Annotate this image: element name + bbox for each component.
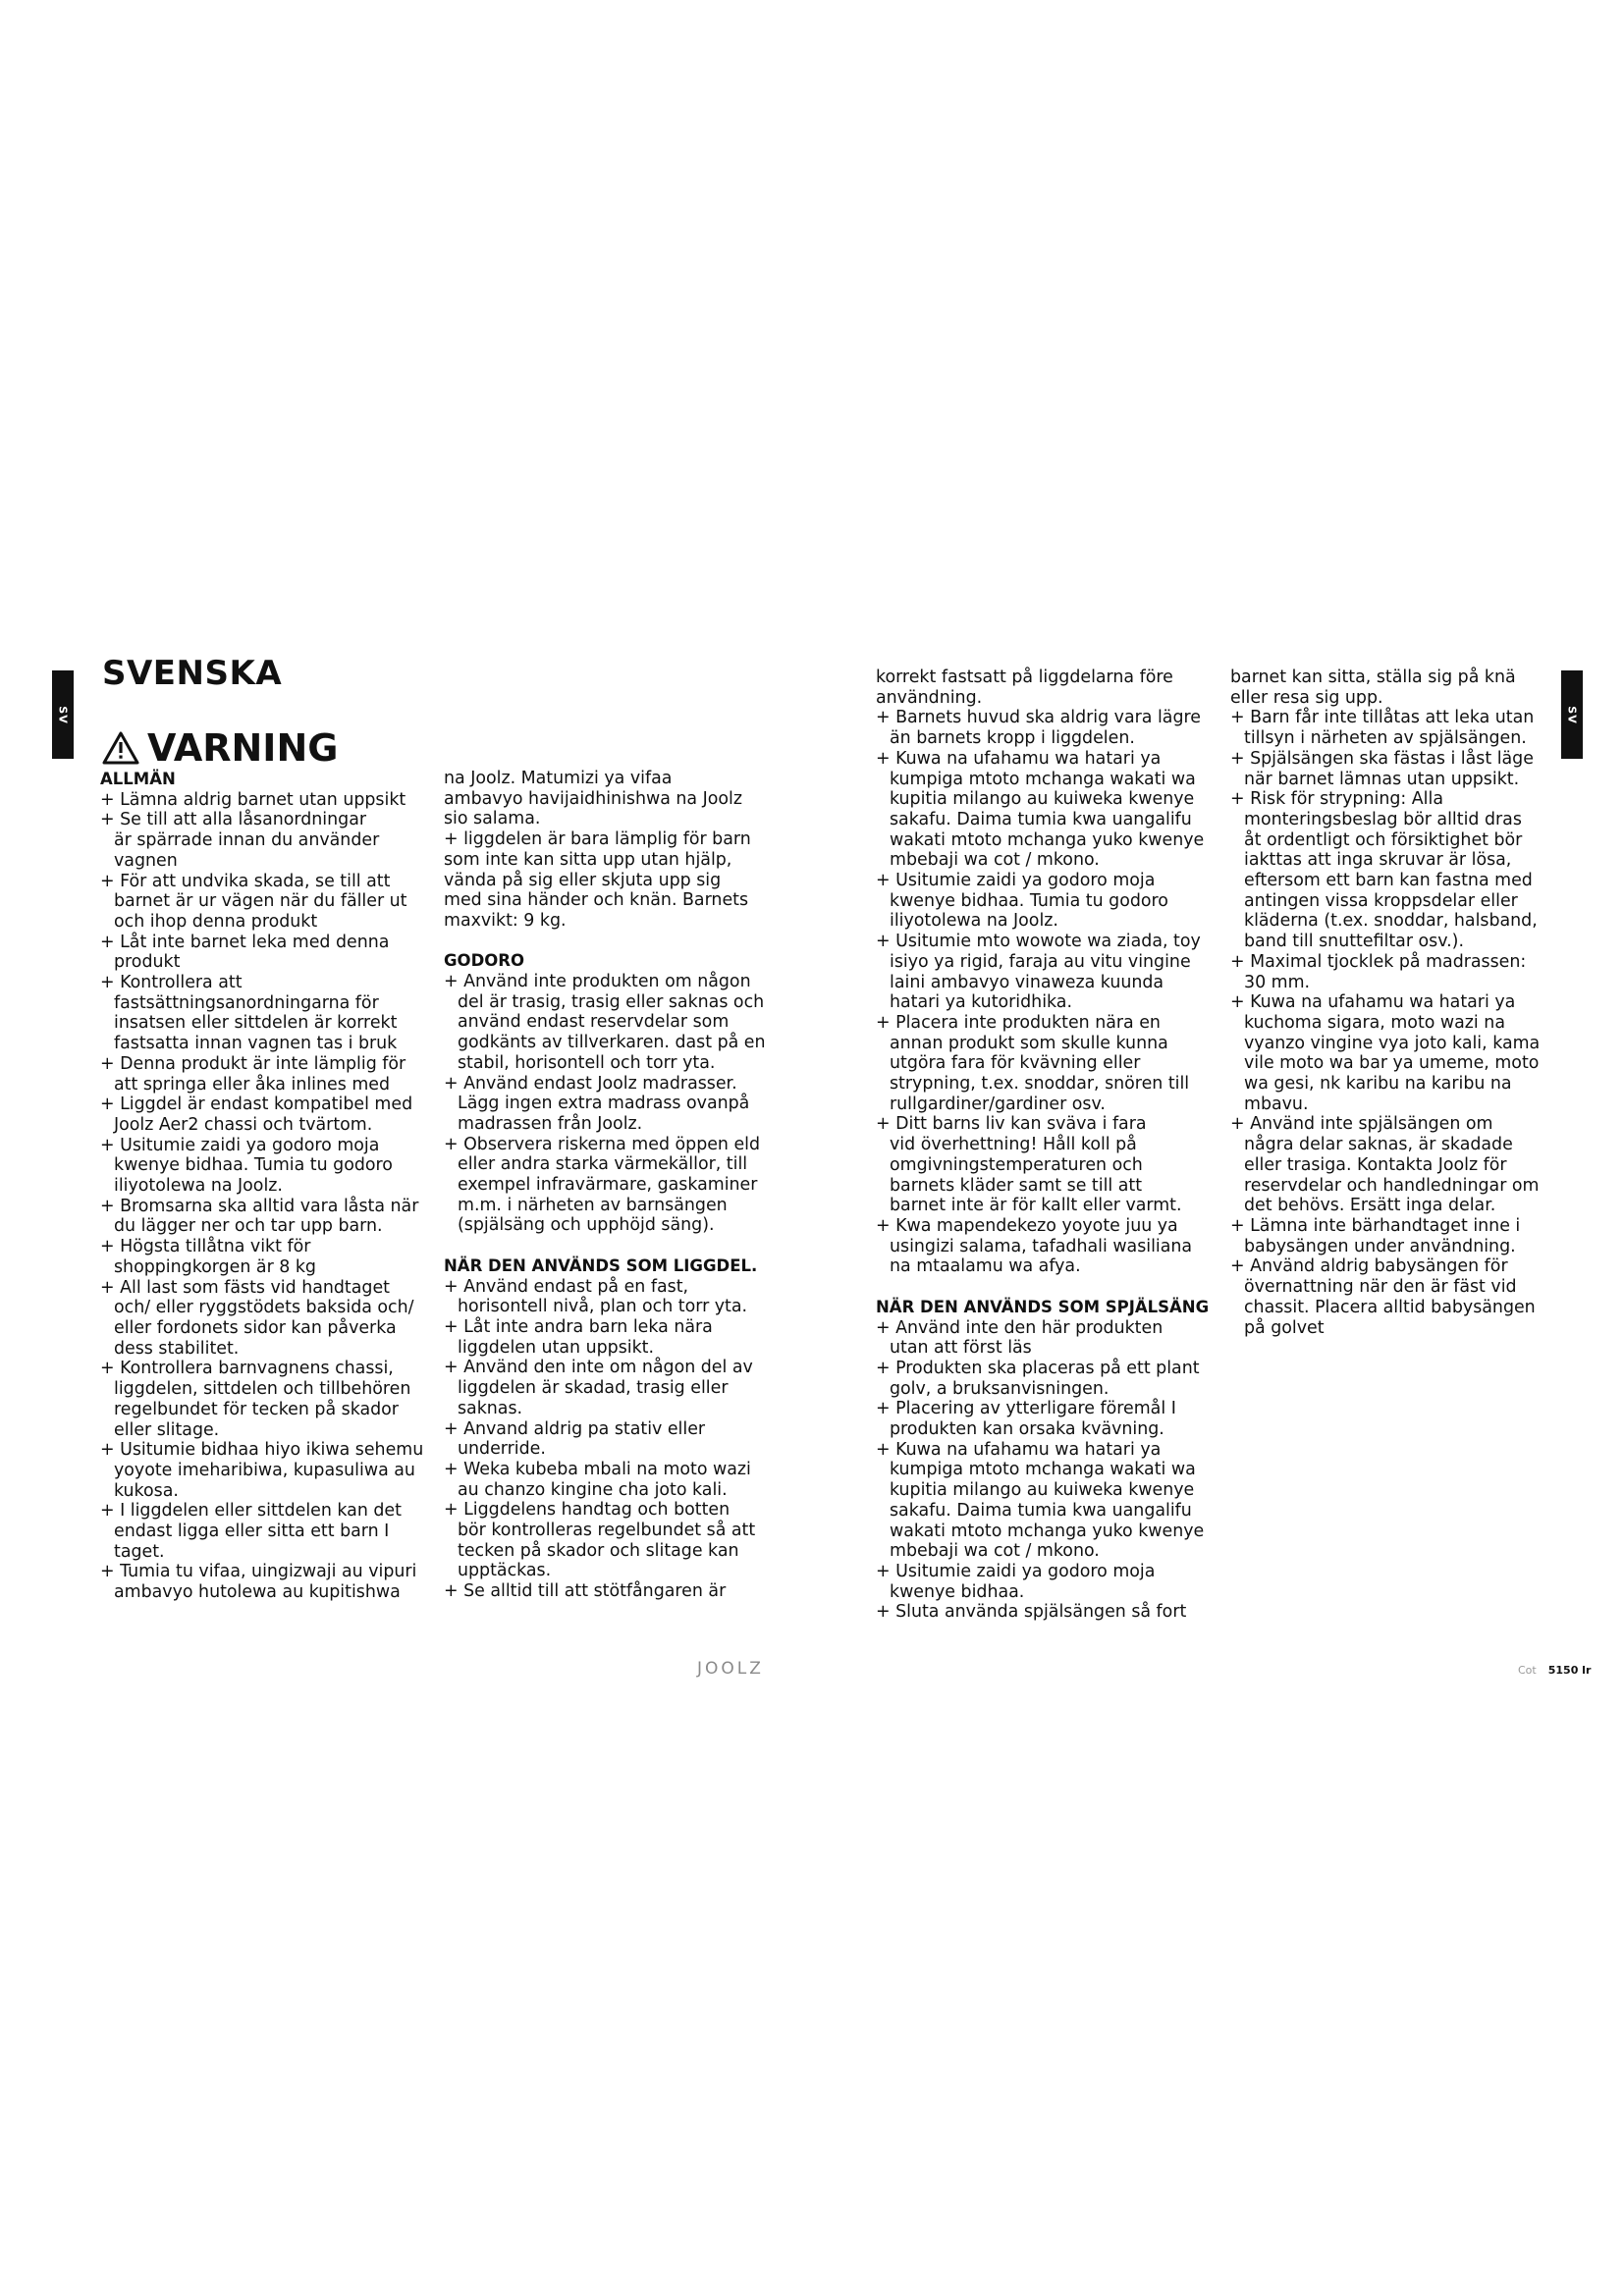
- text-line-continuation: 30 mm.: [1244, 972, 1311, 992]
- text-line: + För att undvika skada, se till att: [100, 871, 391, 891]
- text-line-continuation: kläderna (t.ex. snoddar, halsband,: [1244, 911, 1538, 932]
- text-column-4: [1230, 667, 1540, 1338]
- text-line-continuation: dess stabilitet.: [114, 1338, 240, 1359]
- text-line-continuation: na mtaalamu wa afya.: [890, 1256, 1081, 1277]
- section-heading: GODORO: [444, 951, 525, 971]
- text-line: + Kuwa na ufahamu wa hatari ya: [1230, 992, 1516, 1013]
- text-line-continuation: m.m. i närheten av barnsängen: [458, 1195, 728, 1215]
- text-line-continuation: kukosa.: [114, 1480, 179, 1501]
- text-line: na Joolz. Matumizi ya vifaa: [444, 769, 673, 788]
- language-tab-label: SV: [56, 705, 70, 724]
- text-line-continuation: eller trasiga. Kontakta Joolz för: [1244, 1154, 1507, 1175]
- text-line-continuation: del är trasig, trasig eller saknas och: [458, 991, 765, 1012]
- text-line-continuation: vid överhettning! Håll koll på: [890, 1135, 1137, 1155]
- text-line: + Denna produkt är inte lämplig för: [100, 1053, 406, 1074]
- text-line: + Kuwa na ufahamu wa hatari ya: [876, 748, 1162, 769]
- text-line-continuation: liggdelen, sittdelen och tillbehören: [114, 1379, 411, 1400]
- text-line: + Anvand aldrig pa stativ eller: [444, 1418, 706, 1439]
- text-line: + Använd inte spjälsängen om: [1230, 1114, 1493, 1135]
- text-line: + Bromsarna ska alltid vara låsta när: [100, 1196, 419, 1216]
- text-line-continuation: au chanzo kingine cha joto kali.: [458, 1479, 728, 1500]
- text-line-continuation: Lägg ingen extra madrass ovanpå: [458, 1094, 750, 1114]
- text-line-continuation: (spjälsäng och upphöjd säng).: [458, 1215, 715, 1236]
- text-line: + Barnets huvud ska aldrig vara lägre: [876, 708, 1201, 728]
- text-line-continuation: antingen vissa kroppsdelar eller: [1244, 890, 1518, 911]
- text-column-2: [444, 769, 766, 1602]
- spacer: [444, 1236, 766, 1256]
- section-heading: NÄR DEN ANVÄNDS SOM SPJÄLSÄNG: [876, 1297, 1210, 1316]
- text-line: + I liggdelen eller sittdelen kan det: [100, 1501, 402, 1522]
- text-line-continuation: reservdelar och handledningar om: [1244, 1175, 1540, 1196]
- text-line-continuation: usingizi salama, tafadhali wasiliana: [890, 1236, 1193, 1256]
- text-line-continuation: åt ordentligt och försiktighet bör: [1244, 829, 1523, 850]
- text-line: användning.: [876, 687, 983, 708]
- text-line: + Produkten ska placeras på ett plant: [876, 1358, 1200, 1378]
- text-line-continuation: rullgardiner/gardiner osv.: [890, 1094, 1106, 1114]
- text-line: + Spjälsängen ska fästas i låst läge: [1230, 748, 1534, 769]
- spacer: [876, 1277, 1209, 1298]
- text-line-continuation: kumpiga mtoto mchanga wakati wa: [890, 1460, 1196, 1480]
- text-line-continuation: du lägger ner och tar upp barn.: [114, 1216, 383, 1237]
- text-line-continuation: eller slitage.: [114, 1419, 220, 1440]
- text-line-continuation: babysängen under användning.: [1244, 1236, 1516, 1256]
- text-line: + Sluta använda spjälsängen så fort: [876, 1602, 1187, 1623]
- language-tab-left: [52, 670, 74, 759]
- page-title: SVENSKA: [102, 654, 283, 693]
- warning-heading: [102, 726, 338, 770]
- text-line: + Högsta tillåtna vikt för: [100, 1237, 311, 1257]
- text-line: + Placera inte produkten nära en: [876, 1012, 1161, 1033]
- text-line-continuation: att springa eller åka inlines med: [114, 1074, 391, 1095]
- text-line: + Se alltid till att stötfångaren är: [444, 1581, 727, 1602]
- text-line-continuation: laini ambavyo vinaweza kuunda: [890, 972, 1164, 992]
- text-line-continuation: produkt: [114, 952, 181, 973]
- text-line-continuation: utan att först läs: [890, 1338, 1032, 1359]
- text-line-continuation: endast ligga eller sitta ett barn I: [114, 1522, 390, 1542]
- text-line-continuation: eller fordonets sidor kan påverka: [114, 1317, 397, 1338]
- text-line-continuation: barnet inte är för kallt eller varmt.: [890, 1196, 1182, 1216]
- section-heading: ALLMÄN: [100, 770, 176, 788]
- text-line: + Weka kubeba mbali na moto wazi: [444, 1459, 751, 1479]
- text-line-continuation: liggdelen är skadad, trasig eller: [458, 1378, 729, 1399]
- text-line-continuation: taget.: [114, 1541, 165, 1562]
- text-line-continuation: vile moto wa bar ya umeme, moto: [1244, 1053, 1540, 1074]
- text-line-continuation: och ihop denna produkt: [114, 911, 318, 932]
- text-line-continuation: hatari ya kutoridhika.: [890, 992, 1072, 1013]
- text-line-continuation: och/ eller ryggstödets baksida och/: [114, 1298, 414, 1318]
- text-line-continuation: stabil, horisontell och torr yta.: [458, 1052, 716, 1073]
- text-line-continuation: liggdelen utan uppsikt.: [458, 1337, 655, 1358]
- text-line-continuation: kwenye bidhaa.: [890, 1581, 1025, 1602]
- text-line-continuation: övernattning när den är fäst vid: [1244, 1277, 1517, 1298]
- text-line: + Använd inte den här produkten: [876, 1317, 1164, 1338]
- text-line-continuation: kupitia milango au kuiweka kwenye: [890, 1480, 1195, 1501]
- text-line-continuation: iakttas att inga skruvar är lösa,: [1244, 850, 1512, 871]
- text-line: som inte kan sitta upp utan hjälp,: [444, 849, 732, 870]
- footer-product-name: Cot: [1518, 1664, 1537, 1677]
- text-line-continuation: utgöra fara för kvävning eller: [890, 1053, 1141, 1074]
- text-line: + Använd aldrig babysängen för: [1230, 1256, 1508, 1277]
- text-line: sio salama.: [444, 809, 541, 829]
- footer-meta: [1518, 1664, 1591, 1677]
- text-line: eller resa sig upp.: [1230, 687, 1383, 708]
- text-line-continuation: shoppingkorgen är 8 kg: [114, 1256, 316, 1277]
- text-line-continuation: ambavyo hutolewa au kupitishwa: [114, 1582, 401, 1603]
- text-line-continuation: upptäckas.: [458, 1561, 552, 1581]
- text-line-continuation: på golvet: [1244, 1317, 1325, 1338]
- text-line-continuation: produkten kan orsaka kvävning.: [890, 1419, 1164, 1440]
- text-line-continuation: kuchoma sigara, moto wazi na: [1244, 1012, 1505, 1033]
- text-line-continuation: än barnets kropp i liggdelen.: [890, 728, 1135, 749]
- text-line-continuation: vagnen: [114, 850, 178, 871]
- text-line: vända på sig eller skjuta upp sig: [444, 870, 722, 890]
- text-line: + Kuwa na ufahamu wa hatari ya: [876, 1439, 1162, 1460]
- text-line: + Maximal tjocklek på madrassen:: [1230, 951, 1527, 972]
- text-line: + Observera riskerna med öppen eld: [444, 1134, 761, 1154]
- text-line-continuation: kwenye bidhaa. Tumia tu godoro: [890, 890, 1168, 911]
- text-line-continuation: insatsen eller sittdelen är korrekt: [114, 1013, 398, 1034]
- text-line-continuation: några delar saknas, är skadade: [1244, 1135, 1513, 1155]
- text-line-continuation: underride.: [458, 1439, 546, 1460]
- text-line-continuation: mbebaji wa cot / mkono.: [890, 1541, 1100, 1562]
- text-line: + Usitumie zaidi ya godoro moja: [876, 1561, 1156, 1581]
- text-line: maxvikt: 9 kg.: [444, 910, 567, 931]
- text-line-continuation: saknas.: [458, 1398, 523, 1418]
- text-line-continuation: mbavu.: [1244, 1094, 1309, 1114]
- text-column-3: [876, 667, 1209, 1623]
- spacer: [444, 932, 766, 952]
- text-line: + Liggdel är endast kompatibel med: [100, 1095, 413, 1115]
- text-line-continuation: horisontell nivå, plan och torr yta.: [458, 1297, 748, 1317]
- text-line-continuation: wakati mtoto mchanga yuko kwenye: [890, 1521, 1205, 1541]
- text-line: + Låt inte andra barn leka nära: [444, 1316, 713, 1337]
- text-line: korrekt fastsatt på liggdelarna före: [876, 667, 1173, 687]
- warning-title: VARNING: [147, 726, 339, 770]
- warning-triangle-icon: [102, 731, 139, 765]
- text-line: + Kontrollera barnvagnens chassi,: [100, 1359, 394, 1379]
- text-line-continuation: det behövs. Ersätt inga delar.: [1244, 1196, 1496, 1216]
- text-line-continuation: iliyotolewa na Joolz.: [890, 911, 1058, 932]
- text-line-continuation: eftersom ett barn kan fastna med: [1244, 871, 1533, 891]
- text-line-continuation: wakati mtoto mchanga yuko kwenye: [890, 829, 1205, 850]
- text-line-continuation: tecken på skador och slitage kan: [458, 1540, 739, 1561]
- text-line: + Använd den inte om någon del av: [444, 1358, 753, 1378]
- text-line: + Låt inte barnet leka med denna: [100, 932, 390, 952]
- footer-brand-logo: JOOLZ: [697, 1659, 764, 1679]
- text-line-continuation: barnet är ur vägen när du fäller ut: [114, 891, 407, 912]
- text-line-continuation: Joolz Aer2 chassi och tvärtom.: [114, 1114, 373, 1135]
- text-line: + Usitumie zaidi ya godoro moja: [100, 1135, 380, 1155]
- text-line: + Kwa mapendekezo yoyote juu ya: [876, 1215, 1178, 1236]
- text-line-continuation: är spärrade innan du använder: [114, 830, 380, 851]
- text-line-continuation: eller andra starka värmekällor, till: [458, 1154, 748, 1175]
- text-line-continuation: när barnet lämnas utan uppsikt.: [1244, 769, 1520, 789]
- text-line-continuation: yoyote imeharibiwa, kupasuliwa au: [114, 1460, 415, 1480]
- text-line: + Lämna inte bärhandtaget inne i: [1230, 1215, 1521, 1236]
- text-line-continuation: annan produkt som skulle kunna: [890, 1033, 1168, 1053]
- text-line: + Ditt barns liv kan sväva i fara: [876, 1114, 1147, 1135]
- text-line-continuation: fastsättningsanordningarna för: [114, 992, 379, 1013]
- text-line-continuation: sakafu. Daima tumia kwa uangalifu: [890, 1500, 1192, 1521]
- text-line-continuation: barnets kläder samt se till att: [890, 1175, 1143, 1196]
- text-line: med sina händer och knän. Barnets: [444, 890, 749, 911]
- text-line: + Usitumie mto wowote wa ziada, toy: [876, 932, 1201, 952]
- text-line: + Använd inte produkten om någon: [444, 972, 751, 992]
- text-line-continuation: godkänts av tillverkaren. dast på en: [458, 1033, 766, 1053]
- text-line-continuation: använd endast reservdelar som: [458, 1012, 730, 1033]
- text-line: + All last som fästs vid handtaget: [100, 1277, 390, 1298]
- text-line: + Tumia tu vifaa, uingizwaji au vipuri: [100, 1562, 417, 1582]
- text-line-continuation: iliyotolewa na Joolz.: [114, 1176, 283, 1197]
- text-line-continuation: golv, a bruksanvisningen.: [890, 1378, 1110, 1399]
- text-line-continuation: regelbundet för tecken på skador: [114, 1399, 399, 1419]
- text-line-continuation: bör kontrolleras regelbundet så att: [458, 1521, 756, 1541]
- text-line: + Usitumie zaidi ya godoro moja: [876, 871, 1156, 891]
- text-line: + Använd endast Joolz madrasser.: [444, 1073, 737, 1094]
- text-line: + Placering av ytterligare föremål I: [876, 1399, 1176, 1419]
- text-line: + Liggdelens handtag och botten: [444, 1500, 731, 1521]
- text-line: + Kontrollera att: [100, 973, 243, 993]
- text-column-1: [100, 770, 423, 1603]
- section-heading: NÄR DEN ANVÄNDS SOM LIGGDEL.: [444, 1255, 758, 1275]
- text-line: + Lämna aldrig barnet utan uppsikt: [100, 789, 406, 810]
- text-line: + Usitumie bidhaa hiyo ikiwa sehemu: [100, 1440, 424, 1461]
- text-line: + Risk för strypning: Alla: [1230, 789, 1443, 810]
- language-tab-label: SV: [1565, 705, 1579, 724]
- text-line-continuation: monteringsbeslag bör alltid dras: [1244, 809, 1522, 829]
- text-line-continuation: omgivningstemperaturen och: [890, 1154, 1143, 1175]
- text-line-continuation: kwenye bidhaa. Tumia tu godoro: [114, 1155, 393, 1176]
- text-line-continuation: isiyo ya rigid, faraja au vitu vingine: [890, 951, 1191, 972]
- footer-product-code: 5150 lr: [1547, 1664, 1592, 1677]
- text-line-continuation: sakafu. Daima tumia kwa uangalifu: [890, 809, 1192, 829]
- text-line-continuation: madrassen från Joolz.: [458, 1113, 643, 1134]
- text-line: + Barn får inte tillåtas att leka utan: [1230, 708, 1535, 728]
- text-line-continuation: vyanzo vingine vya joto kali, kama: [1244, 1033, 1541, 1053]
- text-line: + Se till att alla låsanordningar: [100, 810, 367, 830]
- text-line: + Använd endast på en fast,: [444, 1276, 689, 1297]
- text-line-continuation: tillsyn i närheten av spjälsängen.: [1244, 728, 1527, 749]
- text-line-continuation: chassit. Placera alltid babysängen: [1244, 1297, 1536, 1317]
- text-line-continuation: exempel infravärmare, gaskaminer: [458, 1175, 758, 1196]
- text-line-continuation: wa gesi, nk karibu na karibu na: [1244, 1074, 1512, 1095]
- text-line-continuation: strypning, t.ex. snoddar, snören till: [890, 1074, 1190, 1095]
- text-line: + liggdelen är bara lämplig för barn: [444, 829, 751, 850]
- text-line-continuation: mbebaji wa cot / mkono.: [890, 850, 1100, 871]
- language-tab-right: [1561, 670, 1583, 759]
- text-line-continuation: fastsatta innan vagnen tas i bruk: [114, 1034, 398, 1054]
- text-line: barnet kan sitta, ställa sig på knä: [1230, 667, 1516, 687]
- text-line-continuation: kupitia milango au kuiweka kwenye: [890, 789, 1195, 810]
- text-line-continuation: band till snuttefiltar osv.).: [1244, 932, 1464, 952]
- text-line: ambavyo havijaidhinishwa na Joolz: [444, 788, 742, 809]
- text-line-continuation: kumpiga mtoto mchanga wakati wa: [890, 769, 1196, 789]
